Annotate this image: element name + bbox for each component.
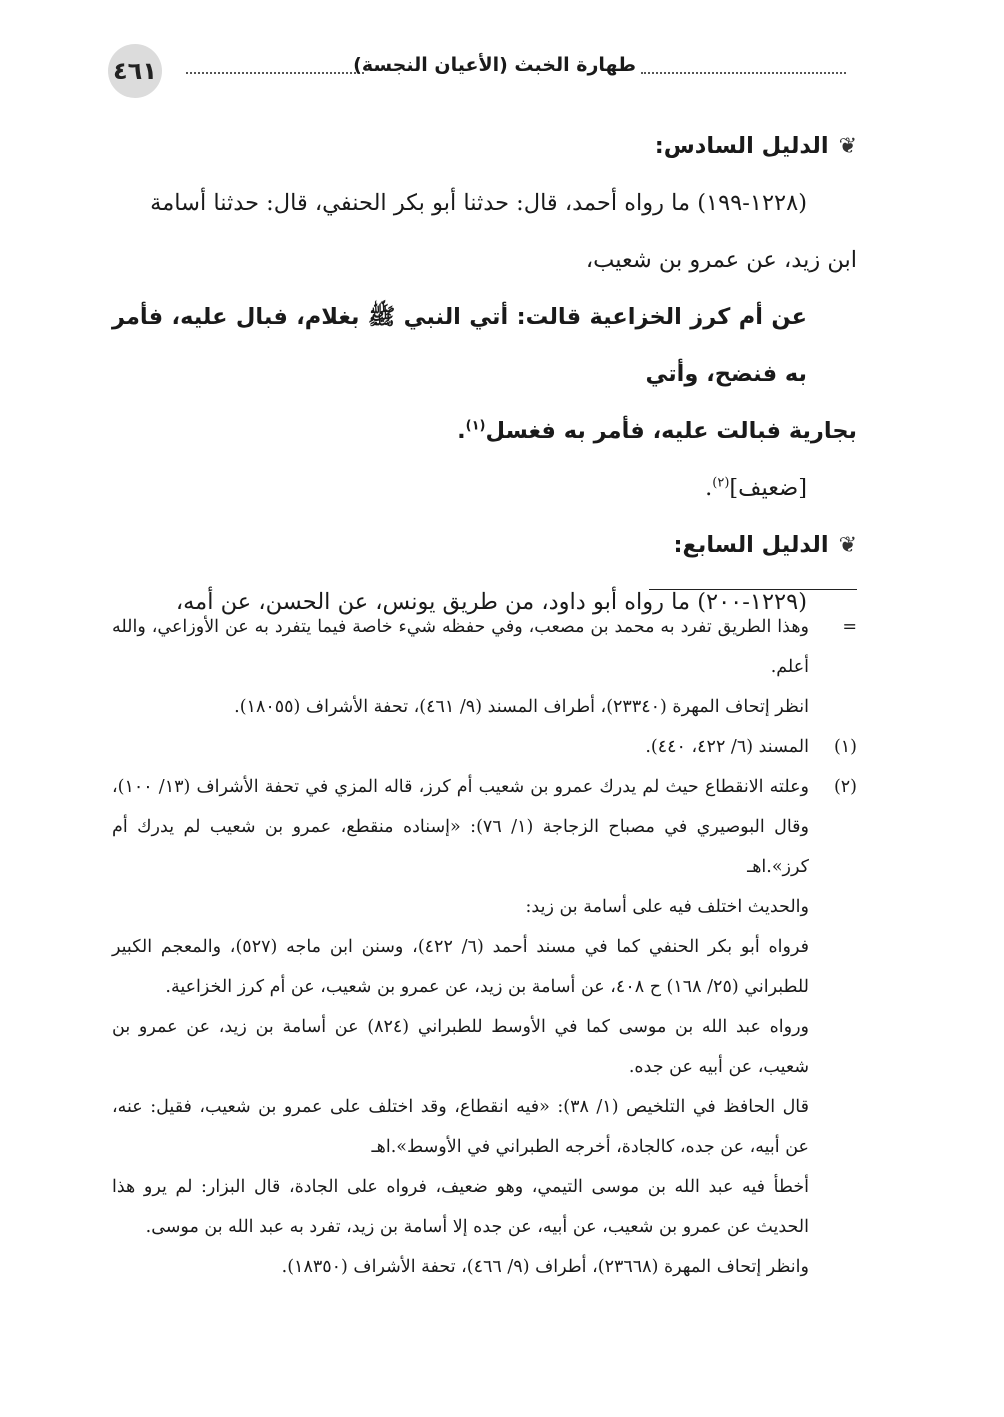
footnotes: [112, 607, 857, 1287]
leaf-ornament-icon: ❦: [838, 533, 857, 558]
footnote-1-mark: (١): [833, 737, 857, 757]
leaf-ornament-icon: ❦: [838, 134, 857, 159]
heading-seven-label: الدليل السابع:: [673, 532, 829, 558]
footnote-2-mark: (٢): [833, 777, 857, 797]
isnad-chain-1: (١٢٢٨-١٩٩) ما رواه أحمد، قال: حدثنا أبو بكر الحنفي، قال: حدثنا أسامة: [150, 190, 807, 216]
footnote-2-para-2: والحديث اختلف فيه على أسامة بن زيد:: [525, 897, 809, 917]
footnote-2: [112, 767, 857, 887]
page-header: [108, 40, 846, 98]
footnote-ref-1: (١): [465, 418, 486, 434]
running-title: طهارة الخبث (الأعيان النجسة): [353, 54, 636, 76]
footnote-2-para-3: فرواه أبو بكر الحنفي كما في مسند أحمد (٦/ ٤٢٢)، وسنن ابن ماجه (٥٢٧)، والمعجم الكبير للطبراني (٢٥/ ١٦٨) ح ٤٠٨، عن أسامة بن زيد، عن عمرو بن شعيب، عن أم كرز الخزاعية.: [112, 937, 809, 997]
page-number: ٤٦١: [108, 44, 162, 98]
footnote-2-para-5: قال الحافظ في التلخيص (١/ ٣٨): «فيه انقطاع، وقد اختلف على عمرو بن شعيب، فقيل: عنه، عن أبيه، عن جده، كالجادة، أخرجه الطبراني في الأوسط».اهـ: [112, 1097, 809, 1157]
footnote-1: [112, 727, 857, 767]
heading-six-label: الدليل السادس:: [654, 133, 829, 159]
footnote-2-para-7: وانظر إتحاف المهرة (٢٣٦٦٨)، أطراف (٩/ ٤٦٦)، تحفة الأشراف (١٨٣٥٠).: [281, 1257, 809, 1277]
hadith-grade: [ضعيف]$^{(٢)}$.: [705, 475, 807, 501]
continuation-text: وهذا الطريق تفرد به محمد بن مصعب، وفي حفظه شيء خاصة فيما يتفرد به عن الأوزاعي، والله أعلم.: [112, 617, 809, 677]
footnote-2-para-6: أخطأ فيه عبد الله بن موسى التيمي، وهو ضعيف، فرواه على الجادة، قال البزار: لم يرو هذا الحديث عن عمرو بن شعيب، عن أبيه، عن جده إلا أسامة بن زيد، تفرد به عبد الله بن موسى.: [112, 1177, 809, 1237]
header-dotted-rule-left: [186, 72, 364, 74]
section-heading-six: [112, 118, 857, 175]
footnote-continuation: [112, 607, 857, 687]
main-text: [112, 118, 857, 631]
footnote-separator: [649, 589, 857, 590]
footnote-ref-2: (٢): [712, 475, 730, 491]
header-dotted-rule-right: [641, 72, 846, 74]
hadith-text-1-end: بجارية فبالت عليه، فأمر به فغسل: [485, 418, 857, 444]
isnad-chain-2: (١٢٢٩-٢٠٠) ما رواه أبو داود، من طريق يونس، عن الحسن، عن أمه،: [175, 589, 807, 615]
hadith-text-1: عن أم كرز الخزاعية قالت: أتي النبي ﷺ بغلام، فبال عليه، فأمر به فنضح، وأتي: [112, 304, 807, 387]
grade-label: [ضعيف]: [729, 475, 807, 501]
hadith-text-1-cont: بجارية فبالت عليه، فأمر به فغسل$^{(١)}$.: [457, 418, 857, 444]
footnote-1-text: المسند (٦/ ٤٢٢، ٤٤٠).: [645, 737, 809, 757]
footnote-2-text: وعلته الانقطاع حيث لم يدرك عمرو بن شعيب أم كرز، قاله المزي في تحفة الأشراف (١٣/ ١٠٠)، وقال البوصيري في مصباح الزجاجة (١/ ٧٦): «إسناده منقطع، عمرو بن شعيب لم يدرك أم كرز».اهـ: [112, 777, 810, 877]
continuation-refs: انظر إتحاف المهرة (٢٣٣٤٠)، أطراف المسند (٩/ ٤٦١)، تحفة الأشراف (١٨٠٥٥).: [234, 697, 809, 717]
footnote-2-para-4: ورواه عبد الله بن موسى كما في الأوسط للطبراني (٨٢٤) عن أسامة بن زيد، عن عمرو بن شعيب، عن أبيه عن جده.: [112, 1017, 809, 1077]
section-heading-seven: [112, 517, 857, 574]
continuation-mark: =: [842, 617, 857, 637]
isnad-chain-1-cont: ابن زيد، عن عمرو بن شعيب،: [585, 247, 857, 273]
